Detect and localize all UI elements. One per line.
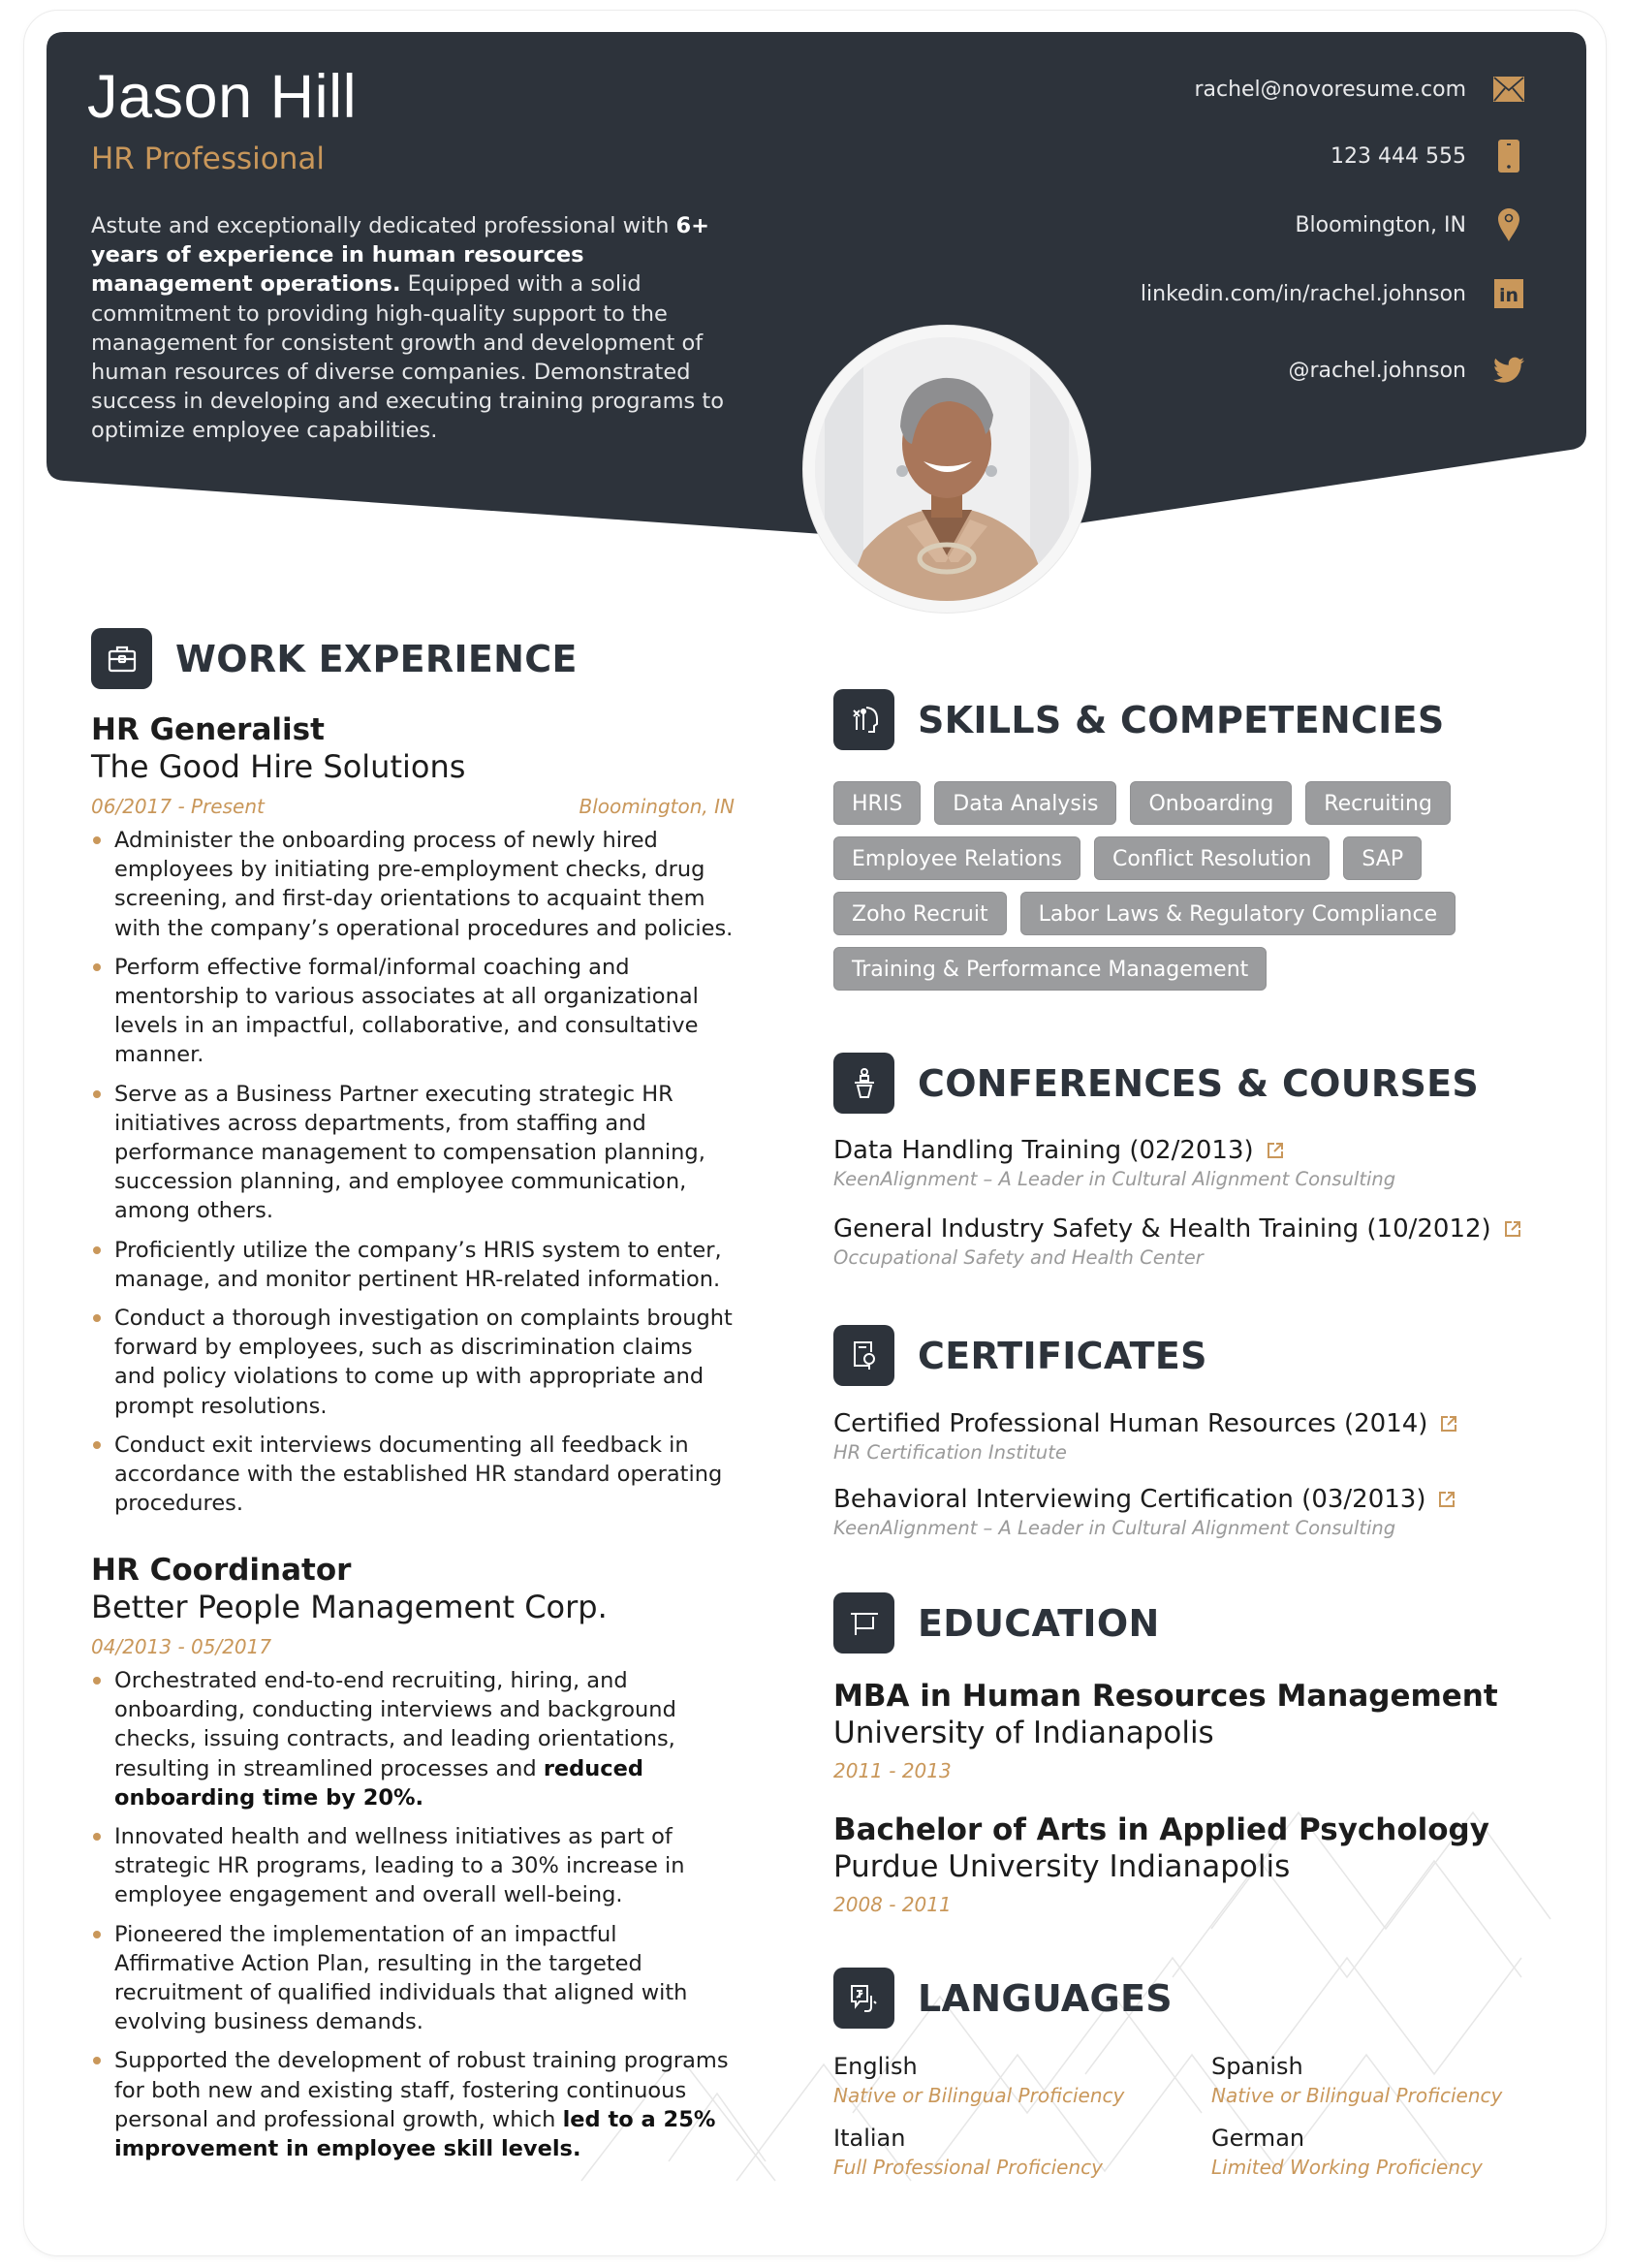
language-item — [833, 2123, 1211, 2181]
contact-phone[interactable] — [1331, 141, 1524, 172]
bullet-text: Supported the development of robust training programs for both new and existing staff, fostering continuous personal and professional growth, which — [114, 2048, 729, 2132]
bullet-item: Conduct a thorough investigation on complaints brought forward by employees, such as discrimination claims and policy violations to come up with appropriate and prompt resolutions. — [91, 1304, 740, 1421]
skill-tag: Labor Laws & Regulatory Compliance — [1020, 892, 1456, 935]
job-company: Better People Management Corp. — [91, 1589, 608, 1625]
bullet-text: Orchestrated end-to-end recruiting, hiring, and onboarding, conducting interviews and background checks, issuing contracts, and leading orientations, resulting in streamlined processes and — [114, 1668, 676, 1781]
skill-tag: Onboarding — [1130, 781, 1292, 825]
bullet-item: Conduct exit interviews documenting all feedback in accordance with the established HR standard operating procedures. — [91, 1431, 740, 1519]
bullet-item — [91, 1666, 740, 1812]
job-bullets — [91, 826, 740, 1518]
section-title: WORK EXPERIENCE — [175, 637, 578, 680]
external-link-icon[interactable] — [1439, 1414, 1458, 1433]
location-text[interactable]: Bloomington, IN — [1295, 212, 1466, 237]
course-title-text: General Industry Safety & Health Training (10/2012) — [833, 1214, 1491, 1244]
language-level: Full Professional Proficiency — [833, 2156, 1103, 2179]
certificate-title[interactable] — [833, 1483, 1570, 1516]
skills-tags — [833, 781, 1570, 991]
profile-photo-frame — [803, 326, 1090, 613]
envelope-icon — [1493, 74, 1524, 105]
contact-location[interactable] — [1295, 209, 1524, 240]
phone-text[interactable]: 123 444 555 — [1331, 143, 1466, 169]
bullet-highlight: led to a 25% improvement in employee skill levels. — [114, 2106, 716, 2162]
bullet-item: Perform effective formal/informal coaching and mentorship to various associates at all organizational levels in an impactful, collaborative, and consultative manner. — [91, 953, 740, 1070]
contact-linkedin[interactable] — [1141, 278, 1524, 309]
language-name: English — [833, 2053, 918, 2080]
translate-icon — [833, 1968, 894, 2029]
contact-email[interactable] — [1194, 74, 1524, 105]
section-title: CONFERENCES & COURSES — [918, 1061, 1480, 1105]
conference-entry — [833, 1134, 1570, 1192]
degree: MBA in Human Resources Management — [833, 1679, 1498, 1714]
certificate-entry — [833, 1407, 1570, 1465]
job-bullets — [91, 1666, 740, 2163]
briefcase-icon — [91, 628, 152, 689]
external-link-icon[interactable] — [1503, 1219, 1522, 1239]
section-title: EDUCATION — [918, 1601, 1160, 1645]
job-location: Bloomington, IN — [579, 795, 735, 818]
section-header-work-experience — [91, 628, 578, 689]
job-entry — [91, 1552, 740, 2173]
candidate-title: HR Professional — [91, 142, 326, 176]
job-meta — [91, 1633, 735, 1660]
bullet-item: Proficiently utilize the company’s HRIS system to enter, manage, and monitor pertinent HR-related information. — [91, 1236, 740, 1294]
certificate-title[interactable] — [833, 1407, 1570, 1440]
bullet-item: Administer the onboarding process of newly hired employees by initiating pre-employment checks, drug screening, and first-day orientations to acquaint them with the company’s operational procedures and policies. — [91, 826, 740, 943]
summary-text: Astute and exceptionally dedicated professional with — [91, 213, 676, 238]
profile-photo — [815, 337, 1079, 601]
course-org: KeenAlignment – A Leader in Cultural Alignment Consulting — [833, 1168, 1396, 1190]
course-title[interactable] — [833, 1213, 1570, 1245]
job-dates: 04/2013 - 05/2017 — [91, 1635, 272, 1658]
education-entry — [833, 1811, 1570, 1918]
language-item — [833, 2051, 1211, 2109]
job-dates: 06/2017 - Present — [91, 795, 265, 818]
section-header-certificates — [833, 1325, 1207, 1386]
podium-icon — [833, 1053, 894, 1114]
course-title-text: Data Handling Training (02/2013) — [833, 1136, 1254, 1165]
skill-tag: SAP — [1343, 836, 1422, 880]
external-link-icon[interactable] — [1266, 1141, 1285, 1160]
skill-tag: Conflict Resolution — [1094, 836, 1330, 880]
section-header-languages — [833, 1968, 1173, 2029]
skill-tag: Employee Relations — [833, 836, 1080, 880]
education-dates: 2011 - 2013 — [833, 1759, 952, 1782]
job-title: HR Generalist — [91, 712, 325, 747]
linkedin-text[interactable]: linkedin.com/in/rachel.johnson — [1140, 281, 1466, 306]
language-name: German — [1211, 2125, 1305, 2152]
summary-text: Equipped with a solid commitment to providing high-quality support to the management for consistent growth and development of human resources of diverse companies. Demonstrated success in developing and executing training programs to optimize employee capabilities. — [91, 271, 724, 444]
map-pin-icon — [1493, 209, 1524, 240]
bullet-item — [91, 2046, 740, 2163]
twitter-icon — [1493, 355, 1524, 386]
language-item — [1211, 2051, 1589, 2109]
email-text[interactable]: rachel@novoresume.com — [1194, 77, 1466, 102]
degree: Bachelor of Arts in Applied Psychology — [833, 1812, 1489, 1847]
section-title: CERTIFICATES — [918, 1334, 1207, 1377]
skill-tag: Training & Performance Management — [833, 947, 1267, 991]
school: Purdue University Indianapolis — [833, 1849, 1291, 1884]
certificate-icon — [833, 1325, 894, 1386]
twitter-text[interactable]: @rachel.johnson — [1288, 358, 1466, 383]
skill-tag: Data Analysis — [934, 781, 1116, 825]
language-name: Spanish — [1211, 2053, 1303, 2080]
skill-tag: Zoho Recruit — [833, 892, 1007, 935]
language-level: Limited Working Proficiency — [1211, 2156, 1483, 2179]
svg-text:in: in — [1498, 285, 1519, 306]
job-entry — [91, 711, 740, 1528]
linkedin-icon — [1493, 278, 1524, 309]
certificate-title-text: Behavioral Interviewing Certification (03/2013) — [833, 1485, 1426, 1514]
language-item — [1211, 2123, 1589, 2181]
section-title: SKILLS & COMPETENCIES — [918, 698, 1445, 741]
course-org: Occupational Safety and Health Center — [833, 1246, 1204, 1269]
section-title: LANGUAGES — [918, 1976, 1173, 2020]
bullet-item: Innovated health and wellness initiatives as part of strategic HR programs, leading to a 30% increase in employee engagement and overall well-being. — [91, 1822, 740, 1910]
skill-tag: HRIS — [833, 781, 921, 825]
candidate-name: Jason Hill — [87, 63, 358, 131]
skill-tag: Recruiting — [1305, 781, 1451, 825]
certificate-issuer: HR Certification Institute — [833, 1441, 1067, 1464]
bullet-item: Serve as a Business Partner executing strategic HR initiatives across departments, from staffing and performance management to compensation planning, succession planning, and employee communication, among others. — [91, 1080, 740, 1226]
section-header-education — [833, 1592, 1160, 1654]
section-header-skills — [833, 689, 1445, 750]
job-company: The Good Hire Solutions — [91, 748, 466, 785]
conference-entry — [833, 1213, 1570, 1271]
language-level: Native or Bilingual Proficiency — [1211, 2084, 1503, 2107]
section-header-conferences — [833, 1053, 1479, 1114]
contact-twitter[interactable] — [1288, 355, 1524, 386]
education-dates: 2008 - 2011 — [833, 1893, 952, 1916]
course-title[interactable] — [833, 1134, 1570, 1167]
certificate-title-text: Certified Professional Human Resources (2014) — [833, 1409, 1428, 1438]
bullet-highlight: reduced onboarding time by 20%. — [114, 1755, 644, 1811]
languages-list — [833, 2051, 1570, 2181]
bullet-item: Pioneered the implementation of an impactful Affirmative Action Plan, resulting in the targeted recruitment of qualified individuals that aligned with evolving business demands. — [91, 1920, 740, 2037]
education-entry — [833, 1678, 1570, 1784]
job-title: HR Coordinator — [91, 1553, 352, 1588]
language-name: Italian — [833, 2125, 906, 2152]
language-level: Native or Bilingual Proficiency — [833, 2084, 1125, 2107]
graduation-cap-icon — [833, 1592, 894, 1654]
school: University of Indianapolis — [833, 1716, 1214, 1750]
summary-highlight: 6+ years of experience in human resources management operations. — [91, 213, 710, 298]
certificate-issuer: KeenAlignment – A Leader in Cultural Alignment Consulting — [833, 1517, 1396, 1539]
phone-icon — [1493, 141, 1524, 172]
external-link-icon[interactable] — [1437, 1490, 1456, 1509]
profile-summary — [91, 211, 750, 446]
certificate-entry — [833, 1483, 1570, 1541]
skills-head-icon — [833, 689, 894, 750]
job-meta — [91, 793, 735, 820]
